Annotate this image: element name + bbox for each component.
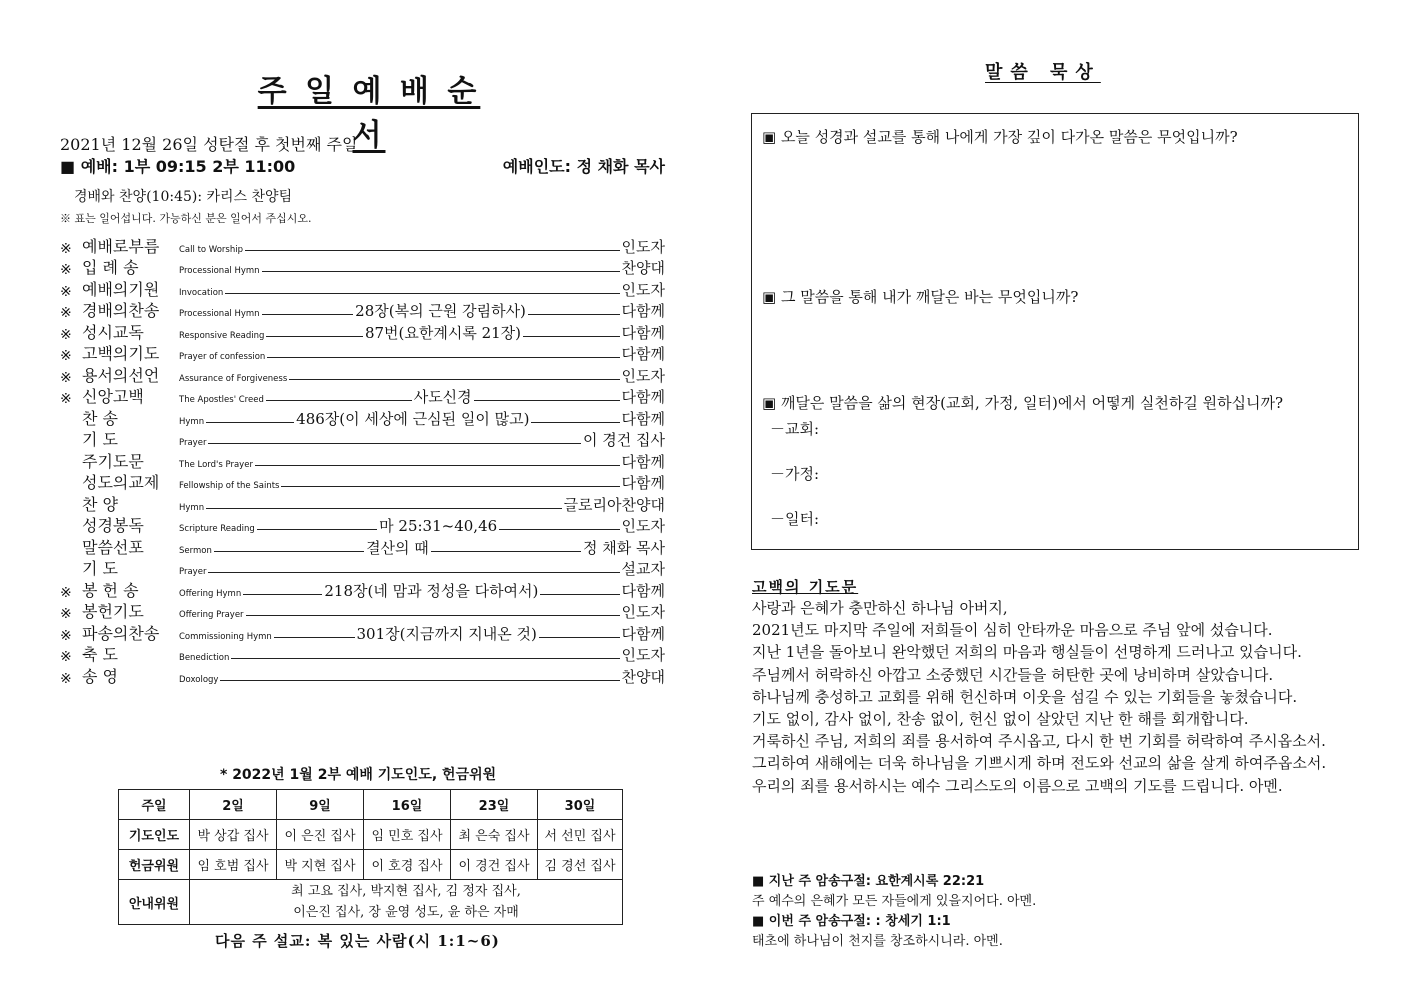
dotted-leader <box>531 422 619 423</box>
order-item <box>60 622 665 644</box>
order-mark: ※ <box>60 606 72 622</box>
table-header-cell: 9일 <box>277 790 364 820</box>
order-detail: 486장(이 세상에 근심된 일이 많고) <box>296 409 530 428</box>
order-leader: 인도자 <box>621 646 665 664</box>
order-leader: 다함께 <box>621 452 665 471</box>
memory-verses <box>752 872 1036 952</box>
usher-line-2: 이은진 집사, 장 윤영 성도, 윤 하은 자매 <box>293 905 519 920</box>
order-english: Processional Hymn <box>179 266 260 276</box>
order-name: 주기도문 <box>82 451 144 471</box>
order-item <box>60 472 665 494</box>
table-cell: 최 은숙 집사 <box>451 820 538 850</box>
order-item <box>60 235 665 257</box>
memory-last-text: 주 예수의 은혜가 모든 자들에게 있을지어다. 아멘. <box>752 894 1037 909</box>
order-name: 예배의기원 <box>82 279 160 299</box>
page-title: 주 일 예 배 순 서 <box>257 74 481 153</box>
order-item <box>60 364 665 386</box>
meditation-box <box>751 113 1359 550</box>
order-name: 입 례 송 <box>82 258 139 277</box>
order-mark: ※ <box>60 326 72 343</box>
order-detail: 301장(지금까지 지내온 것) <box>356 624 537 643</box>
row-label-usher: 안내위원 <box>119 880 190 925</box>
order-english: Processional Hymn <box>179 309 260 319</box>
table-header-cell: 2일 <box>190 790 277 820</box>
service-date: 2021년 12월 26일 성탄절 후 첫번째 주일 <box>60 135 358 154</box>
order-leader: 설교자 <box>621 560 665 578</box>
order-english: Fellowship of the Saints <box>179 481 280 491</box>
order-english: Commissioning Hymn <box>179 631 272 642</box>
dotted-leader <box>281 486 619 487</box>
order-item <box>60 579 665 601</box>
order-name: 송 영 <box>82 666 118 686</box>
memory-this-heading: ■ 이번 주 암송구절: : 창세기 1:1 <box>752 914 951 929</box>
order-item <box>60 601 665 623</box>
order-name: 성시교독 <box>82 322 144 342</box>
dotted-leader <box>274 637 355 638</box>
order-leader: 글로리아찬양대 <box>563 495 665 514</box>
dotted-leader <box>262 271 620 272</box>
service-leader: 예배인도: 정 채화 목사 <box>502 157 665 176</box>
order-leader: 다함께 <box>621 581 666 600</box>
order-leader: 다함께 <box>621 388 666 406</box>
order-english: Responsive Reading <box>179 330 265 341</box>
question-2: ▣ 그 말씀을 통해 내가 깨달은 바는 무엇입니까? <box>762 288 1079 306</box>
table-cell: 이 은진 집사 <box>277 820 364 850</box>
order-english: Hymn <box>179 416 205 427</box>
order-name: 찬 송 <box>82 408 118 428</box>
table-cell: 임 민호 집사 <box>364 820 451 850</box>
dotted-leader <box>257 529 377 530</box>
usher-cell <box>190 880 623 925</box>
answer-home-label: －가정: <box>770 465 820 483</box>
order-detail: 218장(네 맘과 정성을 다하여서) <box>324 581 539 600</box>
order-english: Offering Hymn <box>179 588 242 599</box>
table-header-cell: 주일 <box>119 790 190 820</box>
dotted-leader <box>499 529 619 530</box>
confession-line: 지난 1년을 돌아보니 완악했던 저희의 마음과 행실들이 선명하게 드러나고 있습니다. <box>752 643 1302 662</box>
order-mark: ※ <box>60 240 72 257</box>
order-mark: ※ <box>60 391 72 407</box>
dotted-leader <box>539 637 620 638</box>
order-item <box>60 536 665 558</box>
order-english: The Apostles' Creed <box>179 395 264 405</box>
table-cell: 이 경건 집사 <box>451 850 538 880</box>
duty-table <box>118 789 623 925</box>
order-english: Prayer <box>179 438 207 448</box>
order-english: Call to Worship <box>179 244 243 255</box>
table-header-cell: 16일 <box>364 790 451 820</box>
dotted-leader <box>528 314 620 315</box>
confession-line: 2021년도 마지막 주일에 저희들이 심히 안타까운 마음으로 주님 앞에 섰습니다. <box>752 621 1273 640</box>
order-detail: 사도신경 <box>413 388 472 406</box>
table-cell: 박 지현 집사 <box>277 850 364 880</box>
order-name: 축 도 <box>82 645 118 664</box>
order-leader: 찬양대 <box>621 667 665 686</box>
question-3: ▣ 깨달은 말씀을 삶의 현장(교회, 가정, 일터)에서 어떻게 실천하길 원하십니까? <box>762 394 1284 412</box>
dotted-leader <box>540 594 619 595</box>
order-mark: ※ <box>60 262 72 278</box>
order-detail: 28장(복의 근원 강림하사) <box>355 302 526 320</box>
order-item <box>60 429 665 451</box>
order-leader: 인도자 <box>621 280 665 299</box>
order-name: 성도의교제 <box>82 473 160 492</box>
order-of-worship <box>60 235 665 687</box>
order-leader: 다함께 <box>621 474 665 492</box>
service-times <box>60 154 665 177</box>
order-english: Prayer <box>179 567 207 577</box>
dotted-leader <box>266 336 363 337</box>
memory-last-heading: ■ 지난 주 암송구절: 요한계시록 22:21 <box>752 874 985 889</box>
dotted-leader <box>231 658 619 659</box>
order-english: Benediction <box>179 653 230 663</box>
order-english: Scripture Reading <box>179 524 255 534</box>
confession-line: 그리하여 새해에는 더욱 하나님을 기쁘시게 하며 전도와 선교의 삶을 살게 하여주옵소서. <box>752 754 1327 773</box>
order-english: Offering Prayer <box>179 610 244 620</box>
committee-title: * 2022년 1월 2부 예배 기도인도, 헌금위원 <box>220 767 497 783</box>
dotted-leader <box>206 422 294 423</box>
order-leader: 찬양대 <box>621 259 665 277</box>
order-leader: 다함께 <box>621 409 665 428</box>
order-english: Doxology <box>179 674 219 685</box>
order-leader: 이 경건 집사 <box>583 431 665 449</box>
order-name: 봉 헌 송 <box>82 580 139 600</box>
order-name: 말씀선포 <box>82 537 144 557</box>
dotted-leader <box>255 465 620 466</box>
order-english: Invocation <box>179 287 224 298</box>
table-cell: 이 호경 집사 <box>364 850 451 880</box>
order-mark: ※ <box>60 305 72 321</box>
order-mark: ※ <box>60 670 72 687</box>
meditation-title: 말씀 묵상 <box>985 62 1101 83</box>
confession-line: 기도 없이, 감사 없이, 찬송 없이, 헌신 없이 살았던 지난 한 해를 회개합니다. <box>752 710 1249 729</box>
order-item <box>60 257 665 279</box>
order-english: Prayer of confession <box>179 352 266 362</box>
confession-line: 우리의 죄를 용서하시는 예수 그리스도의 이름으로 고백의 기도를 드립니다. 아멘. <box>752 776 1283 795</box>
table-cell: 박 상갑 집사 <box>190 820 277 850</box>
table-header-cell: 30일 <box>538 790 623 820</box>
order-english: The Lord's Prayer <box>179 459 253 470</box>
order-item <box>60 450 665 472</box>
dotted-leader <box>214 551 364 552</box>
answer-work-label: －일터: <box>770 510 820 528</box>
order-mark: ※ <box>60 627 72 644</box>
question-1: ▣ 오늘 성경과 설교를 통해 나에게 가장 깊이 다가온 말씀은 무엇입니까? <box>762 128 1238 146</box>
dotted-leader <box>246 615 620 616</box>
table-cell: 임 호범 집사 <box>190 850 277 880</box>
order-detail: 마 25:31~40,46 <box>379 517 498 535</box>
order-detail: 결산의 때 <box>366 538 429 557</box>
dotted-leader <box>243 594 322 595</box>
order-item <box>60 300 665 322</box>
confession-line: 주님께서 허락하신 아깝고 소중했던 시간들을 허탄한 곳에 낭비하며 살았습니다. <box>752 665 1274 684</box>
order-leader: 다함께 <box>621 323 666 342</box>
order-leader: 다함께 <box>621 624 665 643</box>
standing-note: ※ 표는 일어섭니다. 가능하신 분은 일어서 주십시오. <box>60 212 312 225</box>
order-item <box>60 321 665 343</box>
service-times-text: ■ 예배: 1부 09:15 2부 11:00 <box>60 157 296 176</box>
order-item <box>60 343 665 365</box>
order-name: 기 도 <box>82 559 118 578</box>
confession-title: 고백의 기도문 <box>752 578 859 596</box>
order-detail: 87번(요한계시록 21장) <box>364 323 522 342</box>
dotted-leader <box>220 680 619 681</box>
order-name: 용서의선언 <box>82 365 160 385</box>
order-name: 파송의찬송 <box>82 623 160 643</box>
row-label-prayer: 기도인도 <box>119 820 190 850</box>
order-mark: ※ <box>60 369 72 386</box>
order-english: Hymn <box>179 502 205 513</box>
order-item <box>60 558 665 580</box>
order-leader: 인도자 <box>621 366 665 385</box>
table-cell: 김 경선 집사 <box>538 850 623 880</box>
dotted-leader <box>289 379 619 380</box>
confession-line: 사랑과 은혜가 충만하신 하나님 아버지, <box>752 599 1008 617</box>
order-name: 신앙고백 <box>82 387 144 406</box>
order-item <box>60 407 665 429</box>
usher-line-1: 최 고요 집사, 박지현 집사, 김 정자 집사, <box>291 884 521 899</box>
order-item <box>60 278 665 300</box>
dotted-leader <box>262 314 354 315</box>
dotted-leader <box>267 357 619 358</box>
order-mark: ※ <box>60 584 72 601</box>
order-item <box>60 493 665 515</box>
dotted-leader <box>266 400 412 401</box>
order-name: 경배의찬송 <box>82 301 160 320</box>
order-name: 고백의기도 <box>82 344 160 363</box>
order-leader: 다함께 <box>621 345 665 363</box>
order-leader: 정 채화 목사 <box>583 538 666 557</box>
memory-this-text: 태초에 하나님이 천지를 창조하시니라. 아멘. <box>752 934 1003 949</box>
dotted-leader <box>208 572 619 573</box>
order-name: 찬 양 <box>82 494 118 514</box>
order-mark: ※ <box>60 283 72 300</box>
order-name: 봉헌기도 <box>82 602 144 621</box>
dotted-leader <box>225 293 619 294</box>
order-name: 예배로부름 <box>82 236 160 256</box>
order-leader: 인도자 <box>621 603 665 621</box>
answer-church-label: －교회: <box>770 420 820 438</box>
order-name: 기 도 <box>82 430 118 449</box>
order-leader: 인도자 <box>621 517 665 535</box>
praise-time: 경배와 찬양(10:45): 카리스 찬양팀 <box>74 189 293 205</box>
dotted-leader <box>431 551 581 552</box>
next-sermon: 다음 주 설교: 복 있는 사람(시 1:1~6) <box>215 932 500 950</box>
dotted-leader <box>245 250 620 251</box>
order-item <box>60 665 665 687</box>
order-leader: 다함께 <box>621 302 666 320</box>
confession-line: 하나님께 충성하고 교회를 위해 헌신하며 이웃을 섬길 수 있는 기회들을 놓쳤습니다. <box>752 687 1298 706</box>
order-mark: ※ <box>60 649 72 665</box>
order-name: 성경봉독 <box>82 516 144 535</box>
order-english: Assurance of Forgiveness <box>179 373 288 384</box>
table-header-cell: 23일 <box>451 790 538 820</box>
order-leader: 인도자 <box>621 237 665 256</box>
row-label-offering: 헌금위원 <box>119 850 190 880</box>
order-item <box>60 515 665 537</box>
confession-line: 거룩하신 주님, 저희의 죄를 용서하여 주시옵고, 다시 한 번 기회를 허락하여 주시옵소서. <box>752 732 1326 751</box>
order-mark: ※ <box>60 348 72 364</box>
dotted-leader <box>208 443 581 444</box>
order-item <box>60 644 665 666</box>
table-cell: 서 선민 집사 <box>538 820 623 850</box>
dotted-leader <box>474 400 620 401</box>
order-item <box>60 386 665 408</box>
confession-prayer <box>752 597 1364 797</box>
dotted-leader <box>206 508 561 509</box>
dotted-leader <box>523 336 620 337</box>
order-english: Sermon <box>179 545 212 556</box>
